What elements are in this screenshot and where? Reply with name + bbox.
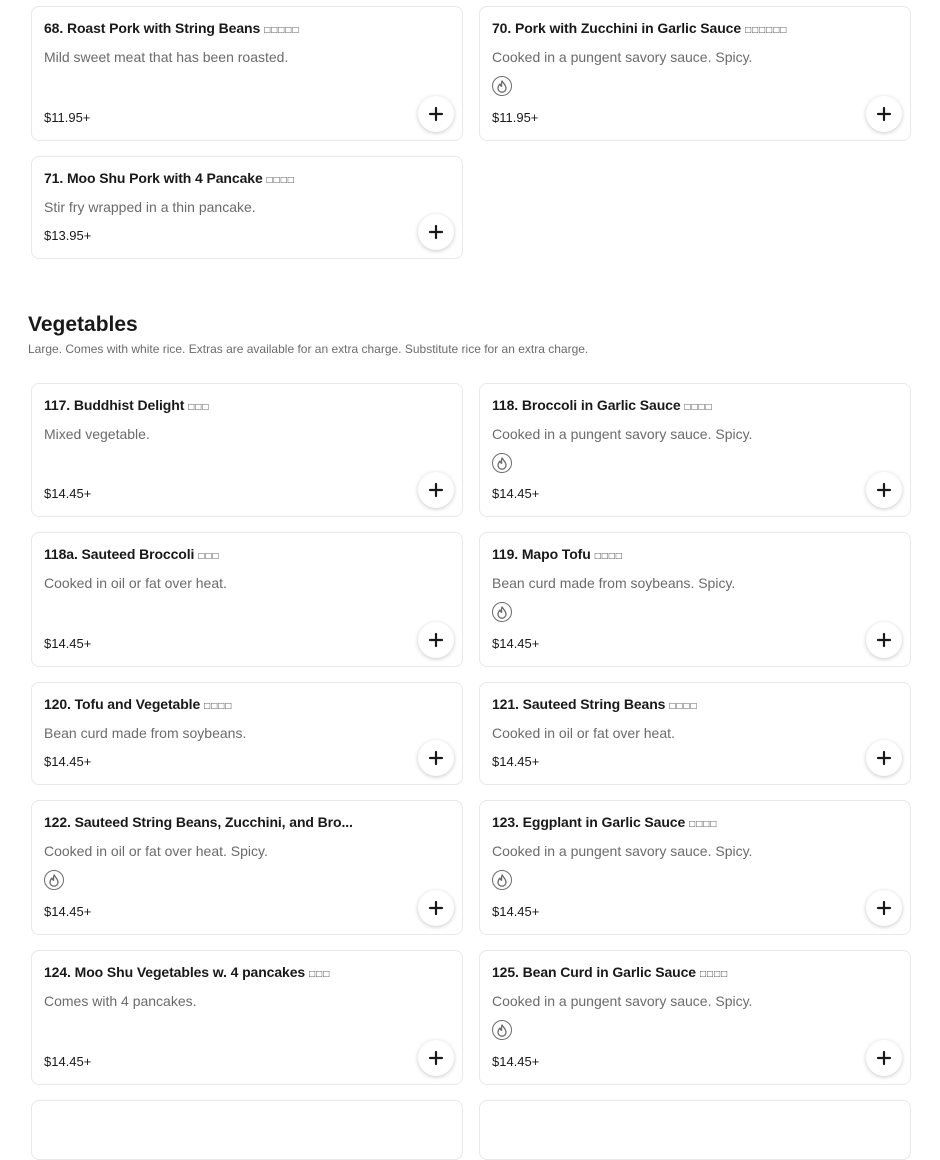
menu-item-card[interactable]	[479, 6, 911, 141]
plus-icon	[428, 482, 444, 498]
add-to-cart-button[interactable]	[866, 96, 902, 132]
menu-item-price: $14.45+	[492, 754, 540, 769]
flame-icon	[492, 1020, 512, 1040]
menu-item-card[interactable]	[479, 682, 911, 785]
plus-icon	[428, 750, 444, 766]
menu-item-card[interactable]	[31, 1100, 463, 1160]
menu-item-title: 70. Pork with Zucchini in Garlic Sauce □□□□□□	[492, 20, 788, 36]
menu-item-title: 118. Broccoli in Garlic Sauce □□□□	[492, 397, 713, 413]
menu-item-price: $14.45+	[492, 1054, 540, 1069]
plus-icon	[428, 632, 444, 648]
menu-item-title: 121. Sauteed String Beans □□□□	[492, 696, 698, 712]
menu-item-title: 117. Buddhist Delight □□□	[44, 397, 210, 413]
section-title: Vegetables	[28, 313, 138, 336]
menu-item-price: $14.45+	[44, 754, 92, 769]
plus-icon	[876, 1050, 892, 1066]
menu-item-price: $13.95+	[44, 228, 92, 243]
add-to-cart-button[interactable]	[866, 1040, 902, 1076]
menu-item-description: Mixed vegetable.	[44, 426, 150, 442]
add-to-cart-button[interactable]	[866, 740, 902, 776]
menu-item-description: Cooked in a pungent savory sauce. Spicy.	[492, 426, 753, 442]
add-to-cart-button[interactable]	[866, 890, 902, 926]
menu-item-price: $14.45+	[44, 636, 92, 651]
menu-item-card[interactable]	[31, 682, 463, 785]
menu-item-title: 123. Eggplant in Garlic Sauce □□□□	[492, 814, 718, 830]
add-to-cart-button[interactable]	[418, 1040, 454, 1076]
plus-icon	[876, 900, 892, 916]
add-to-cart-button[interactable]	[418, 472, 454, 508]
add-to-cart-button[interactable]	[418, 96, 454, 132]
section-subtitle: Large. Comes with white rice. Extras are available for an extra charge. Substitute rice for an extra charge.	[28, 342, 589, 356]
menu-item-card[interactable]	[31, 156, 463, 259]
menu-item-title: 125. Bean Curd in Garlic Sauce □□□□	[492, 964, 729, 980]
menu-item-price: $14.45+	[492, 904, 540, 919]
menu-item-description: Cooked in oil or fat over heat.	[44, 575, 227, 591]
menu-item-card[interactable]	[31, 950, 463, 1085]
plus-icon	[428, 1050, 444, 1066]
menu-item-description: Cooked in oil or fat over heat.	[492, 725, 675, 741]
menu-item-description: Bean curd made from soybeans. Spicy.	[492, 575, 736, 591]
menu-item-price: $11.95+	[44, 110, 91, 125]
menu-item-title: 68. Roast Pork with String Beans □□□□□	[44, 20, 300, 36]
menu-item-description: Cooked in a pungent savory sauce. Spicy.	[492, 843, 753, 859]
menu-item-description: Comes with 4 pancakes.	[44, 993, 197, 1009]
plus-icon	[428, 900, 444, 916]
menu-item-price: $14.45+	[44, 904, 92, 919]
menu-item-title: 71. Moo Shu Pork with 4 Pancake □□□□	[44, 170, 295, 186]
flame-icon	[492, 76, 512, 96]
menu-item-title: 118a. Sauteed Broccoli □□□	[44, 546, 220, 562]
add-to-cart-button[interactable]	[866, 622, 902, 658]
menu-item-price: $14.45+	[492, 486, 540, 501]
menu-item-description: Cooked in oil or fat over heat. Spicy.	[44, 843, 268, 859]
menu-item-card[interactable]	[31, 800, 463, 935]
menu-item-description: Mild sweet meat that has been roasted.	[44, 49, 289, 65]
menu-item-price: $11.95+	[492, 110, 539, 125]
menu-item-card[interactable]	[479, 800, 911, 935]
menu-item-price: $14.45+	[44, 486, 92, 501]
menu-item-card[interactable]	[479, 950, 911, 1085]
flame-icon	[492, 453, 512, 473]
menu-item-title: 124. Moo Shu Vegetables w. 4 pancakes □□□	[44, 964, 331, 980]
menu-item-price: $14.45+	[44, 1054, 92, 1069]
menu-item-price: $14.45+	[492, 636, 540, 651]
menu-item-card[interactable]	[479, 532, 911, 667]
menu-item-title: 119. Mapo Tofu □□□□	[492, 546, 623, 562]
menu-item-card[interactable]	[31, 532, 463, 667]
menu-item-description: Cooked in a pungent savory sauce. Spicy.	[492, 993, 753, 1009]
flame-icon	[492, 602, 512, 622]
plus-icon	[876, 632, 892, 648]
flame-icon	[44, 870, 64, 890]
menu-item-description: Stir fry wrapped in a thin pancake.	[44, 199, 256, 215]
add-to-cart-button[interactable]	[418, 622, 454, 658]
menu-item-description: Bean curd made from soybeans.	[44, 725, 247, 741]
flame-icon	[492, 870, 512, 890]
plus-icon	[428, 224, 444, 240]
add-to-cart-button[interactable]	[418, 214, 454, 250]
plus-icon	[876, 750, 892, 766]
plus-icon	[876, 482, 892, 498]
add-to-cart-button[interactable]	[866, 472, 902, 508]
menu-item-description: Cooked in a pungent savory sauce. Spicy.	[492, 49, 753, 65]
menu-item-card[interactable]	[31, 6, 463, 141]
add-to-cart-button[interactable]	[418, 740, 454, 776]
menu-item-card[interactable]	[479, 1100, 911, 1160]
menu-item-title: 122. Sauteed String Beans, Zucchini, and Bro...	[44, 814, 353, 830]
plus-icon	[428, 106, 444, 122]
menu-item-card[interactable]	[479, 383, 911, 517]
add-to-cart-button[interactable]	[418, 890, 454, 926]
menu-item-title: 120. Tofu and Vegetable □□□□	[44, 696, 233, 712]
menu-item-card[interactable]	[31, 383, 463, 517]
plus-icon	[876, 106, 892, 122]
